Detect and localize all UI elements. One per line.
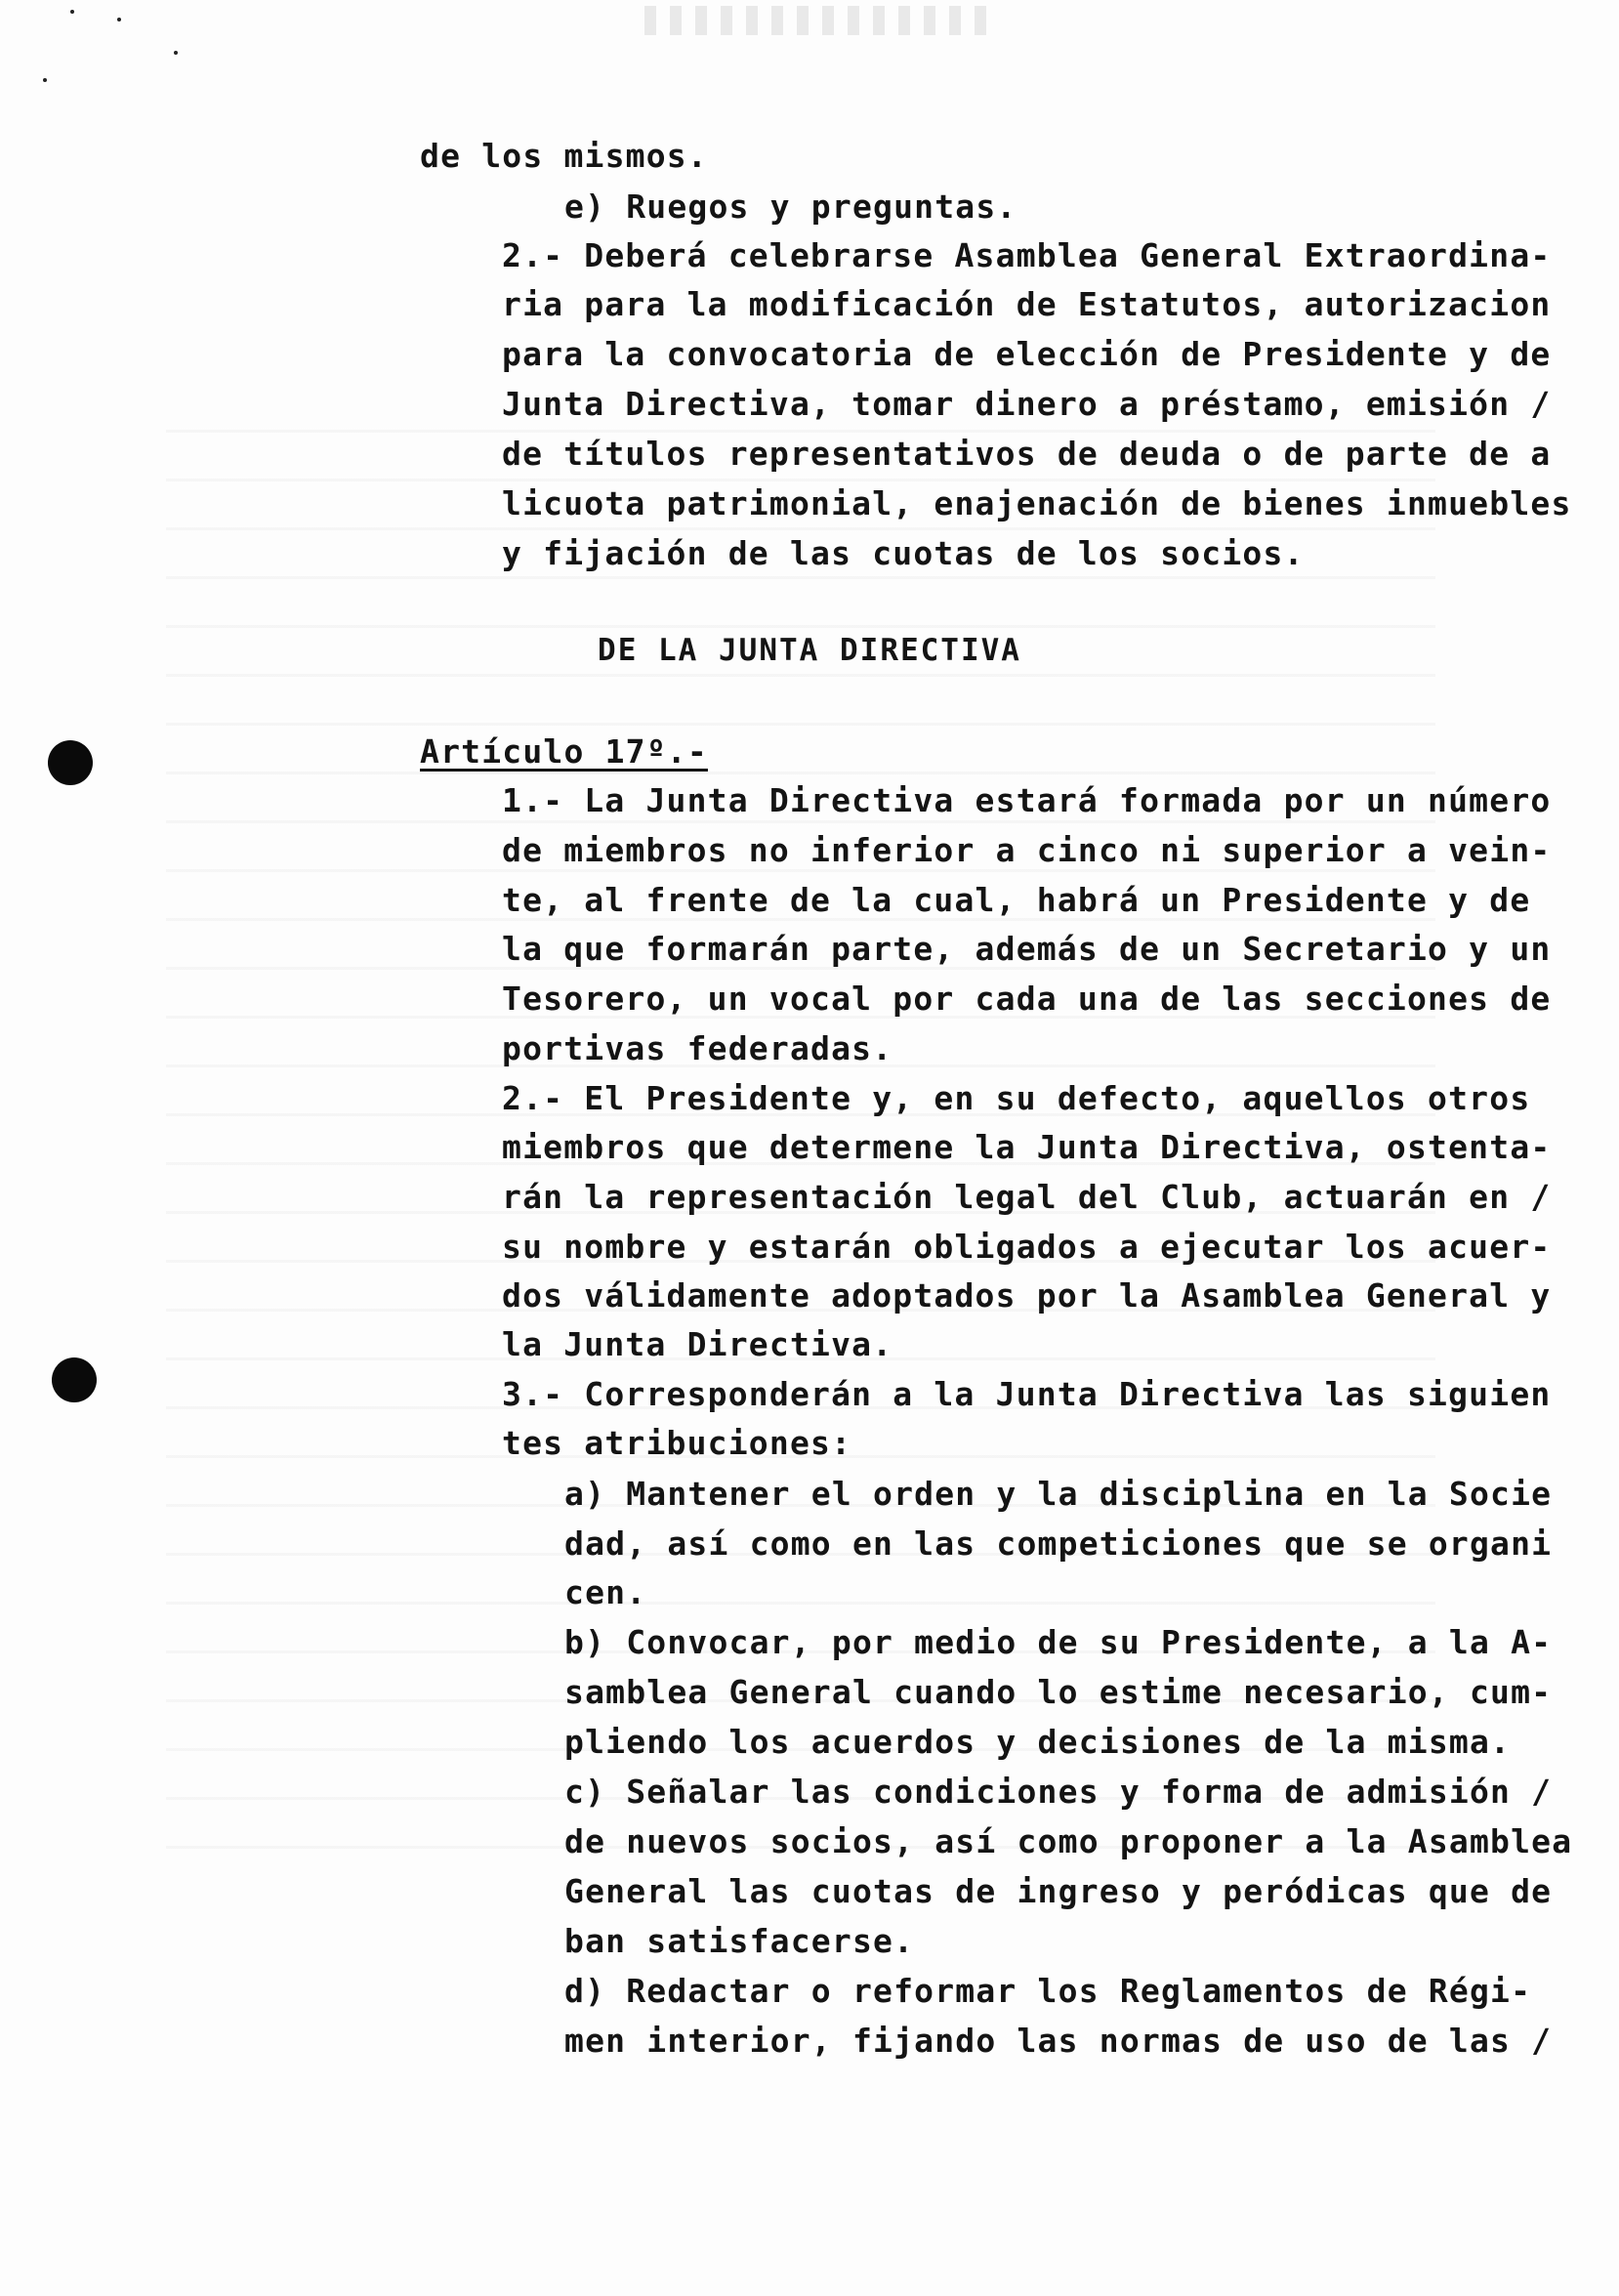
text-line: d) Redactar o reformar los Reglamentos de Régi-: [564, 1972, 1532, 2010]
text-line: para la convocatoria de elección de Presidente y de: [502, 335, 1552, 373]
text-line: men interior, fijando las normas de uso de las /: [564, 2022, 1553, 2060]
text-line: Junta Directiva, tomar dinero a préstamo, emisión /: [502, 385, 1552, 423]
text-line: Tesorero, un vocal por cada una de las secciones de: [502, 980, 1552, 1018]
text-line: miembros que determene la Junta Directiva, ostenta-: [502, 1128, 1552, 1166]
text-line: y fijación de las cuotas de los socios.: [502, 534, 1305, 572]
text-line: b) Convocar, por medio de su Presidente, a la A-: [564, 1623, 1553, 1661]
article-heading: Artículo 17º.-: [420, 732, 708, 771]
text-line: cen.: [564, 1573, 647, 1611]
text-line: pliendo los acuerdos y decisiones de la misma.: [564, 1723, 1512, 1761]
text-line: licuota patrimonial, enajenación de bienes inmuebles: [502, 484, 1572, 522]
text-line: General las cuotas de ingreso y peródicas que de: [564, 1872, 1553, 1910]
text-line: de miembros no inferior a cinco ni superior a vein-: [502, 831, 1552, 869]
text-line: e) Ruegos y preguntas.: [564, 188, 1017, 226]
text-line: su nombre y estarán obligados a ejecutar los acuer-: [502, 1228, 1552, 1266]
text-line: portivas federadas.: [502, 1029, 893, 1067]
dust-speck: [117, 18, 121, 21]
text-line: la que formarán parte, además de un Secretario y un: [502, 930, 1552, 968]
bleed-through-header: [644, 6, 996, 35]
text-line: la Junta Directiva.: [502, 1325, 893, 1363]
text-line: a) Mantener el orden y la disciplina en la Socie: [564, 1475, 1553, 1513]
text-line: rán la representación legal del Club, actuarán en /: [502, 1178, 1552, 1216]
text-line: ria para la modificación de Estatutos, autorizacion: [502, 285, 1552, 323]
text-line: de títulos representativos de deuda o de parte de a: [502, 435, 1552, 473]
section-title: DE LA JUNTA DIRECTIVA: [598, 633, 1021, 668]
punch-hole: [52, 1357, 97, 1402]
text-line: te, al frente de la cual, habrá un Presidente y de: [502, 881, 1531, 919]
text-line: dad, así como en las competiciones que se organi: [564, 1524, 1553, 1563]
text-line: 2.- Deberá celebrarse Asamblea General Extraordina-: [502, 236, 1552, 274]
text-line: ban satisfacerse.: [564, 1922, 915, 1960]
text-line: de nuevos socios, así como proponer a la Asamblea: [564, 1822, 1573, 1860]
text-line: de los mismos.: [420, 137, 708, 175]
text-line: 3.- Corresponderán a la Junta Directiva las siguien: [502, 1375, 1552, 1413]
text-line: samblea General cuando lo estime necesario, cum-: [564, 1673, 1553, 1711]
dust-speck: [70, 10, 74, 14]
dust-speck: [174, 51, 178, 55]
dust-speck: [43, 78, 47, 82]
text-line: 2.- El Presidente y, en su defecto, aquellos otros: [502, 1079, 1531, 1117]
text-line: dos válidamente adoptados por la Asamblea General y: [502, 1276, 1552, 1315]
text-line: 1.- La Junta Directiva estará formada por un número: [502, 781, 1552, 819]
text-line: c) Señalar las condiciones y forma de admisión /: [564, 1773, 1553, 1811]
text-line: tes atribuciones:: [502, 1424, 852, 1462]
punch-hole: [48, 740, 93, 785]
